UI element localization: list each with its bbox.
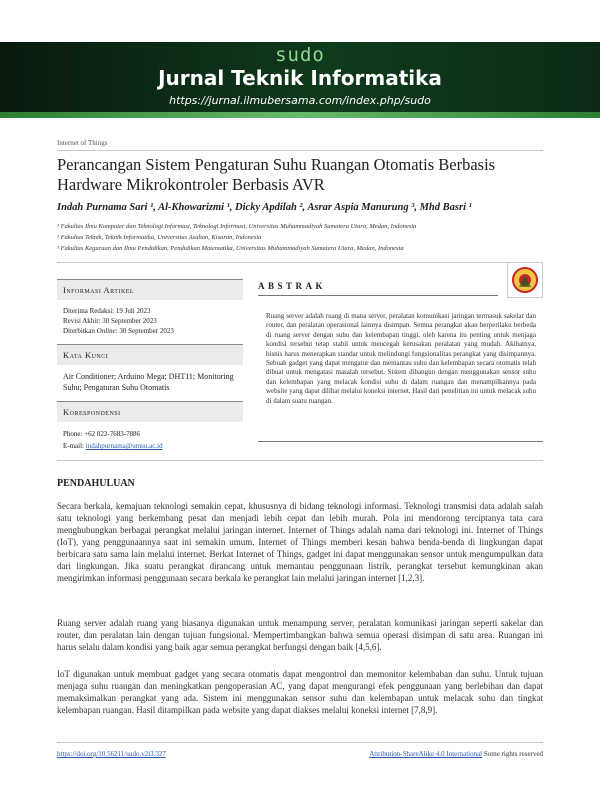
- paragraph-2: Ruang server adalah ruang yang biasanya digunakan untuk menampung server, peralatan komunikasi jaringan seperti sakelar dan router, dan peralatan lain dengan tujuan fungsional. Mempertimbangkan bahwa semua operasi disimpan di satu area. Ruangan ini harus selalu dalam kondisi yang baik agar semua perangkat berfungsi dengan baik [4,5,6].: [57, 618, 543, 652]
- journal-name: Jurnal Teknik Informatika: [158, 66, 442, 90]
- rights-text: Some rights reserved: [482, 750, 543, 758]
- correspondence-block: [57, 422, 243, 460]
- correspondence-heading: Korespondensi: [57, 401, 243, 422]
- phone-line: Phone: +62 822-7683-7886: [63, 430, 141, 438]
- title-divider: [57, 150, 543, 151]
- published-online: Online: [96, 327, 116, 335]
- doi-link[interactable]: https://doi.org/10.56211/sudo.v2i3.327: [57, 750, 166, 758]
- affiliation-divider: [57, 262, 543, 263]
- footer-divider: [57, 742, 543, 743]
- affiliation-2: ² Fakultas Teknik, Teknik Informatika, Universitas Asahan, Kisaran, Indonesia: [57, 234, 262, 241]
- email-link[interactable]: indahpurnama@umsu.ac.id: [85, 442, 163, 450]
- published-value: : 30 September 2023: [115, 327, 174, 335]
- paragraph-3: IoT digunakan untuk membuat gadget yang secara otomatis dapat mengontrol dan memonitor kelembaban dan suhu. Untuk tujuan menjaga suhu ruangan dan meningkatkan pengoperasian AC, yang dapat mengurangi efek penggunaan yang berlebihan dan dapat memaksimalkan perangkat yang ada. Sistem ini menggunakan sensor suhu dan kelembapan untuk melacak suhu dan tingkat kelembapan ruangan. Hasil ditampilkan pada website yang dapat diakses melalui koneksi internet [7,8,9].: [57, 669, 543, 715]
- abstract-text: Ruang server adalah ruang di mana server, peralatan komunikasi jaringan termasuk sakelar dan router, dan peralatan operasional lainnya disimpan. Semua perangkat akan berperilaku berbeda di ruang server dengan suhu dan kelembapan tinggi, oleh karena itu penting untuk menjaga kondisi tersebut tetap stabil untuk mencegah kerusakan peralatan yang mudah. Akibatnya, bisnis harus menerapkan standar untuk melindungi fungsionalitas perangkat yang disimpannya. Sebuah gadget yang dapat mengatur dan memantau suhu dan kelembapan secara otomatis telah dibuat untuk mengatasi masalah tersebut. Sistem dibangun dengan menggunakan sensor suhu dan kelembapan yang melacak kondisi suhu di dalam ruangan dan menampilkannya pada website yang dapat dilihat melalui koneksi internet. Hasil dari penelitian ini untuk melacak suhu di dalam suatu ruangan.: [266, 312, 536, 405]
- article-info-heading: Informasi Artikel: [57, 279, 243, 300]
- journal-short-name: sudo: [275, 44, 325, 66]
- banner-stripe: [0, 112, 600, 118]
- abstract-column: [258, 279, 543, 405]
- keywords-text: Air Conditioner; Arduino Mega; DHT11; Monitoring Suhu; Pengaturan Suhu Otomatis: [63, 372, 234, 392]
- section-heading: PENDAHULUAN: [57, 478, 135, 489]
- email-line: [63, 440, 237, 452]
- paper-title: Perancangan Sistem Pengaturan Suhu Ruangan Otomatis Berbasis Hardware Mikrokontroler Berbasis AVR: [57, 155, 496, 194]
- abstract-rule: [258, 295, 498, 296]
- university-logo: [507, 262, 543, 298]
- abstract-heading: ABSTRAK: [258, 281, 327, 291]
- abstract-bottom-rule: [258, 441, 543, 442]
- revised-date: Revisi Akhir: 30 September 2023: [63, 317, 157, 325]
- paragraph-1: Secara berkala, kemajuan teknologi semakin cepat, khususnya di bidang teknologi informasi. Teknologi transmisi data adalah salah satu teknologi yang berkembang pesat dan menjadi lebih cepat dan lebih murah. Pola ini mendorong terciptanya tata cara menghubungkan berbagai perangkat melalui jaringan internet. Internet of Things adalah nama dari teknologi ini. Internet of Things (IoT), yang penggunaannya saat ini semakin umum. Internet of Things memberi kesan bahwa benda-benda di lingkungan dapat berbicara satu sama lain melalui internet. Berkat Internet of Things, gadget ini dapat menggunakan sensor untuk mengumpulkan data dari lingkungan. Jika suatu perangkat dirancang untuk memantau penggunaan listrik, perangkat tersebut kemungkinan akan mengirimkan informasi penggunaan secara berkala ke perangkat lain melalui jaringan internet [1,2,3].: [57, 501, 543, 583]
- published-date: [63, 326, 237, 336]
- affiliation-3: ³ Fakultas Keguruan dan Ilmu Pendidikan, Pendidikan Matematika, Universitas Muhammadiyah Sumatera Utara, Medan, Indonesia: [57, 245, 404, 252]
- author-list: Indah Purnama Sari ¹, Al-Khowarizmi ¹, Dicky Apdilah ², Asrar Aspia Manurung ³, Mhd Basri ¹: [57, 202, 472, 213]
- license-link[interactable]: Attribution-ShareAlike 4.0 International: [369, 750, 483, 758]
- journal-banner: [0, 42, 600, 118]
- published-label: Diterbitkan: [63, 327, 97, 335]
- body-divider: [57, 460, 543, 461]
- keywords-heading: Kata Kunci: [57, 344, 243, 365]
- received-date: Diterima Redaksi: 19 Juli 2023: [63, 307, 151, 315]
- article-info-dates: [57, 300, 243, 344]
- section-label: Internet of Things: [57, 139, 108, 147]
- doi-footer: [57, 750, 166, 758]
- affiliation-1: ¹ Fakultas Ilmu Komputer dan Teknologi Informasi, Teknologi Informasi, Universitas Muhammadiyah Sumatera Utara, Medan, Indonesia: [57, 223, 417, 230]
- article-info-column: [57, 279, 243, 460]
- email-label: E-mail:: [63, 442, 86, 450]
- license-footer: [369, 750, 543, 758]
- journal-url[interactable]: https://jurnal.ilmubersama.com/index.php/sudo: [169, 94, 431, 107]
